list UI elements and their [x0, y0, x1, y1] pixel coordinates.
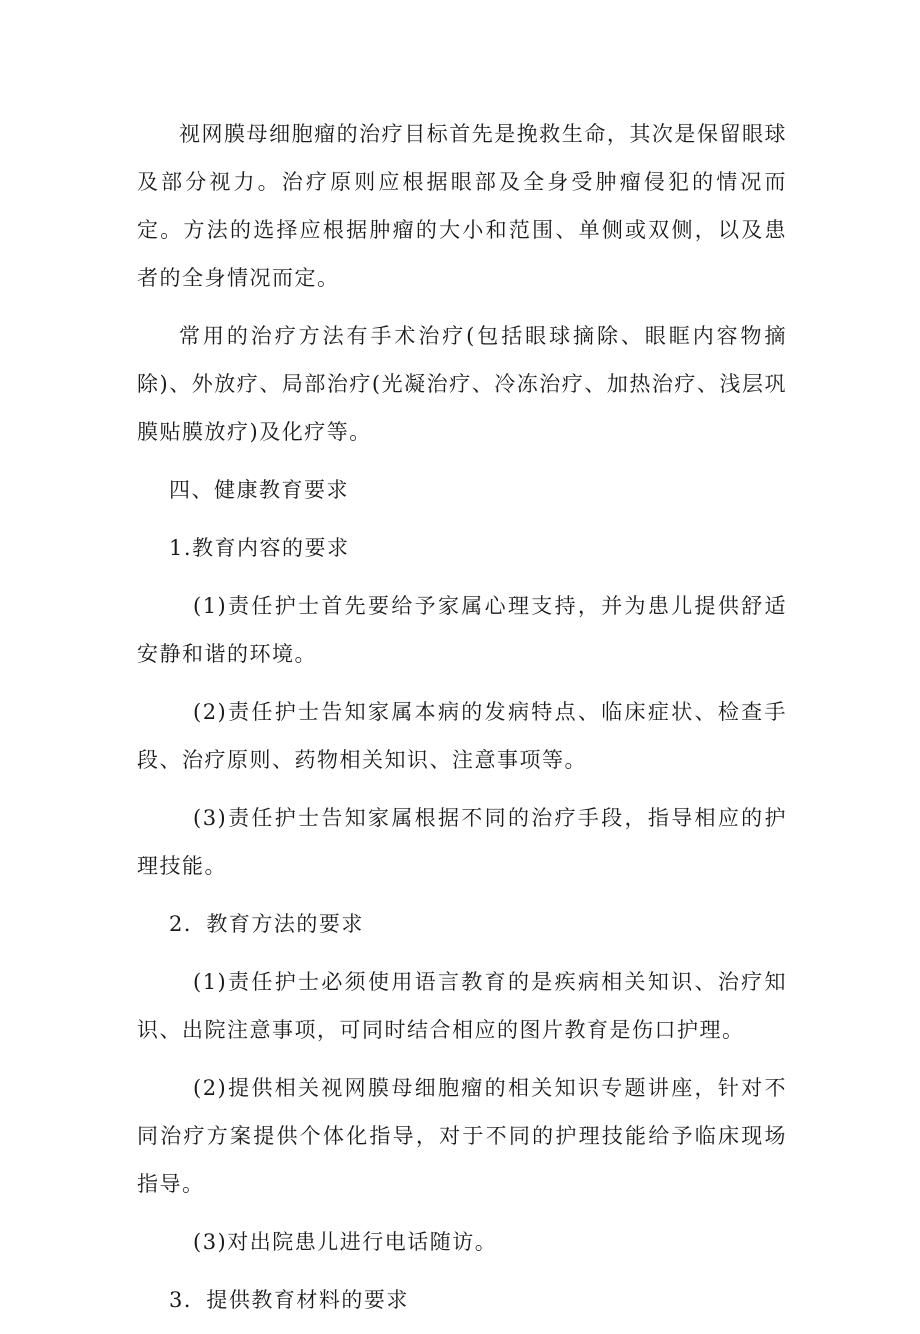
list-item: (1)责任护士必须使用语言教育的是疾病相关知识、治疗知识、出院注意事项，可同时结合相应的图片教育是伤口护理。	[137, 970, 787, 1042]
paragraph-treatment-methods: 常用的治疗方法有手术治疗(包括眼球摘除、眼眶内容物摘除)、外放疗、局部治疗(光凝治疗、冷冻治疗、加热治疗、浅层巩膜贴膜放疗)及化疗等。	[137, 324, 787, 444]
list-item: (2)责任护士告知家属本病的发病特点、临床症状、检查手段、治疗原则、药物相关知识、注意事项等。	[137, 700, 787, 772]
list-item: (3)责任护士告知家属根据不同的治疗手段，指导相应的护理技能。	[137, 806, 787, 878]
subsection-heading-education-methods: 2．教育方法的要求	[169, 912, 364, 936]
subsection-heading-education-content: 1.教育内容的要求	[169, 536, 350, 560]
paragraph-treatment-goals: 视网膜母细胞瘤的治疗目标首先是挽救生命，其次是保留眼球及部分视力。治疗原则应根据眼部及全身受肿瘤侵犯的情况而定。方法的选择应根据肿瘤的大小和范围、单侧或双侧，以及患者的全身情况而定。	[137, 122, 787, 290]
list-item: (2)提供相关视网膜母细胞瘤的相关知识专题讲座，针对不同治疗方案提供个体化指导，对于不同的护理技能给予临床现场指导。	[137, 1076, 787, 1196]
section-heading-health-education: 四、健康教育要求	[169, 478, 349, 502]
list-item: (3)对出院患儿进行电话随访。	[193, 1230, 498, 1254]
document-body	[137, 110, 787, 1334]
subsection-heading-education-materials: 3．提供教育材料的要求	[169, 1288, 409, 1312]
list-item: (1)责任护士首先要给予家属心理支持，并为患儿提供舒适安静和谐的环境。	[137, 594, 787, 666]
